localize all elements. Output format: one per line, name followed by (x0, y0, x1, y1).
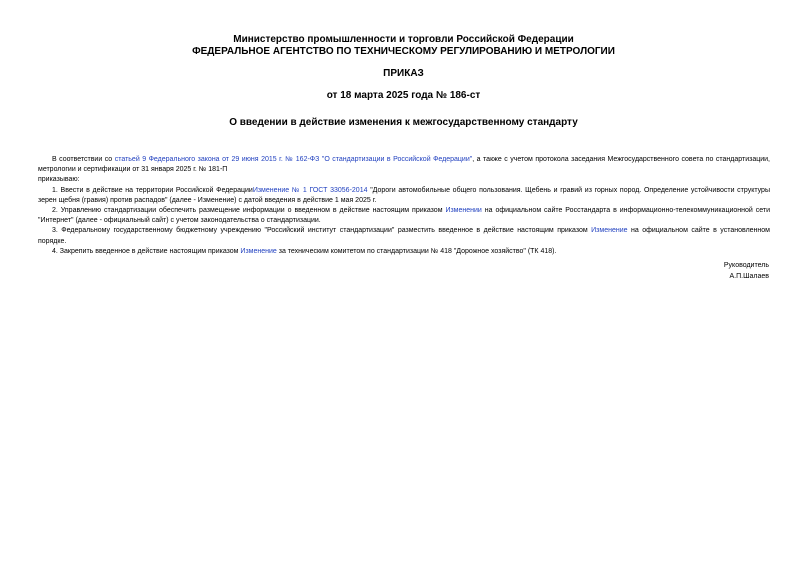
amendment-link-3[interactable]: Изменение (591, 227, 628, 235)
amendment-link-4[interactable]: Изменение (240, 247, 277, 255)
item-2-paragraph (38, 206, 770, 226)
item-3-paragraph (38, 226, 770, 246)
item-3-text-rest: на официальном сайте в установленном порядке. (38, 227, 770, 245)
signature-block (724, 261, 769, 282)
item-4-text: 4. Закрепить введенное в действие настоящим приказом (52, 247, 241, 255)
signature-title: Руководитель (723, 262, 769, 269)
document-subject: О введении в действие изменения к межгосударственному стандарту (229, 117, 578, 128)
ministry-name: Министерство промышленности и торговли Российской Федерации (233, 34, 574, 45)
item-4-text-rest: за техническим комитетом по стандартизации № 418 "Дорожное хозяйство" (ТК 418). (276, 247, 557, 255)
item-4-paragraph (38, 247, 770, 257)
document-type: ПРИКАЗ (383, 68, 424, 79)
item-1-paragraph (38, 186, 770, 206)
agency-name: ФЕДЕРАЛЬНОЕ АГЕНТСТВО ПО ТЕХНИЧЕСКОМУ РЕГУЛИРОВАНИЮ И МЕТРОЛОГИИ (192, 46, 615, 57)
item-1-text: 1. Ввести в действие на территории Российской Федерации (52, 186, 253, 194)
preamble-text: В соответствии со (52, 156, 115, 163)
item-1-text-rest: "Дороги автомобильные общего пользования. Щебень и гравий из горных пород. Определение устойчивости структуры зерен щебня (гравия) против распадов" (далее - Изменение) с датой введения в действие 1 мая 2025 г. (38, 186, 770, 204)
item-3-text: 3. Федеральному государственному бюджетному учреждению "Российский институт стандартизации" разместить введенное в действие настоящим приказом (52, 227, 592, 235)
signature-name: А.П.Шалаев (729, 272, 769, 280)
preamble-text-rest: , а также с учетом протокола заседания Межгосударственного совета по стандартизации, метрологии и сертификации от 31 января 2025 г. № 181-П (38, 156, 770, 174)
item-2-text: 2. Управлению стандартизации обеспечить размещение информации о введенном в действие настоящим приказом (52, 207, 446, 215)
item-2-text-rest: на официальном сайте Росстандарта в информационно-телекоммуникационной сети "Интернет" (далее - официальный сайт) с учетом законодательства о стандартизации. (38, 207, 770, 225)
preamble-paragraph (38, 155, 770, 175)
decree-word: приказываю: (38, 176, 80, 184)
document-date-number: от 18 марта 2025 года № 186-ст (326, 90, 481, 101)
standard-amendment-link[interactable]: Изменение № 1 ГОСТ 33056-2014 (252, 186, 368, 194)
law-link[interactable]: статьей 9 Федерального закона от 29 июня 2015 г. № 162-ФЗ "О стандартизации в Российской Федерации" (114, 156, 473, 163)
amendment-link-2[interactable]: Изменении (445, 207, 482, 215)
document-body (38, 155, 770, 257)
